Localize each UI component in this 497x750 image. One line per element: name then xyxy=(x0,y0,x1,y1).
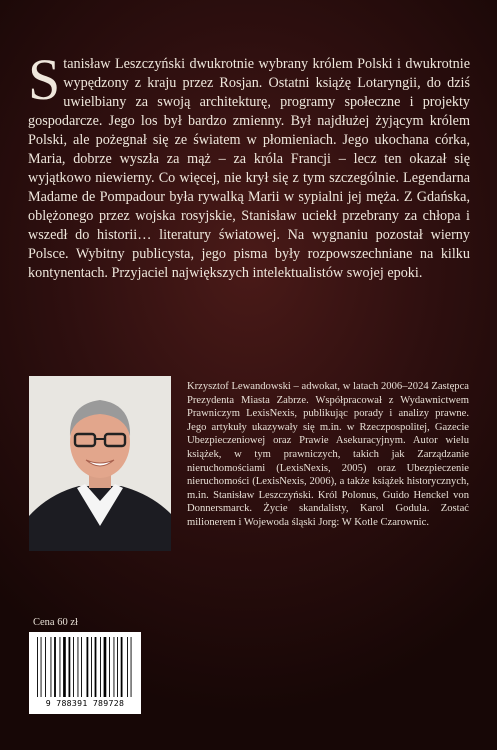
blurb-text: tanisław Leszczyński dwukrotnie wybrany królem Polski i dwukrotnie wypędzony z kraju przez Rosjan. Ostatni książę Lotaryngii, do dziś uwielbiany za swoją architekturę, programy społeczne i projekty gospodarcze. Jego los był bardzo zmienny. Był najdłużej żyjącym królem Polski, ale pożegnał się ze światem w płomieniach. Jego ukochana córka, Maria, dobrze wyszła za mąż – za króla Francji – lecz ten okazał się wyjątkowo niewierny. Co więcej, nie krył się z tym szczególnie. Legendarna Madame de Pompadour była rywalką Marii w sypialni jej męża. Z Gdańska, oblężonego przez wojska rosyjskie, Stanisław uciekł przebrany za chłopa i wszedł do historii… literatury światowej. Na wygnaniu pozostał wierny Polsce. Wybitny publicysta, jego pisma były rozpowszechniane na kilku kontynentach. Przyjaciel największych intelektualistów swojej epoki. xyxy=(28,56,470,281)
back-cover-blurb xyxy=(28,47,470,283)
price-label: Cena 60 zł xyxy=(33,617,78,628)
isbn-number: 9 788391 789728 xyxy=(45,698,125,708)
author-photo xyxy=(29,376,171,551)
author-bio: Krzysztof Lewandowski – adwokat, w latach 2006–2024 Zastępca Prezydenta Miasta Zabrze. Współpracował z Wydawnictwem Prawniczym LexisNexis, publikując porady i analizy prawne. Jego artykuły ukazywały się m.in. w Rzeczpospolitej, Gazecie Ubezpieczeniowej oraz Prawie Asekuracyjnym. Autor wielu książek, w tym prawniczych, takich jak Zarządzanie nieruchomościami (LexisNexis, 2005) oraz Ubezpieczenie nieruchomości (LexisNexis, 2006), a także książek historycznych, m.in. Stanisław Leszczyński. Król Polonus, Guido Henckel von Donnersmarck. Życie skandalisty, Karol Godula. Zostać milionerem i Wojewoda śląski Jorg: W Kotle Czarownic. xyxy=(187,381,469,528)
drop-cap: S xyxy=(28,47,61,112)
barcode-bars xyxy=(35,637,135,697)
isbn-barcode xyxy=(29,632,141,714)
